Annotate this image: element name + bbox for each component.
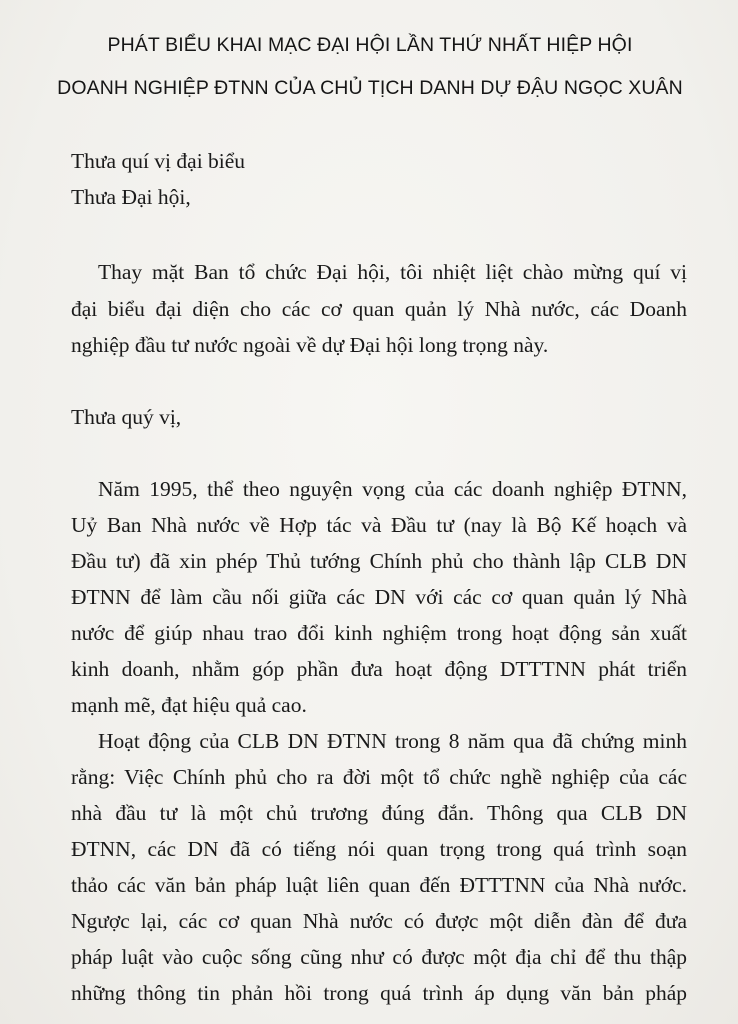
greeting-ladies-gentlemen: Thưa quý vị,	[71, 405, 182, 429]
paragraph-2-line: ĐTNN để làm cầu nối giữa các DN với các cơ quan quản lý Nhà	[71, 585, 687, 609]
paragraph-3-line: nhà đầu tư là một chủ trương đúng đắn. Thông qua CLB DN	[71, 801, 687, 825]
paragraph-3-line: Hoạt động của CLB DN ĐTNN trong 8 năm qua đã chứng minh	[98, 729, 687, 753]
paragraph-2-line: Uỷ Ban Nhà nước về Hợp tác và Đầu tư (nay là Bộ Kế hoạch và	[71, 513, 687, 537]
paragraph-3-line: pháp luật vào cuộc sống cũng như có được một địa chỉ để thu thập	[71, 945, 687, 969]
paragraph-2-line: kinh doanh, nhằm góp phần đưa hoạt động DTTTNN phát triển	[71, 657, 687, 681]
paragraph-3-line: Ngược lại, các cơ quan Nhà nước có được một diễn đàn để đưa	[71, 909, 687, 933]
title-line-1: PHÁT BIỂU KHAI MẠC ĐẠI HỘI LẦN THỨ NHẤT HIỆP HỘI	[107, 34, 633, 56]
paragraph-1-line: đại biểu đại diện cho các cơ quan quản lý Nhà nước, các Doanh	[71, 297, 687, 321]
paragraph-2-line: mạnh mẽ, đạt hiệu quả cao.	[71, 693, 307, 717]
paragraph-3-line: những thông tin phản hồi trong quá trình áp dụng văn bản pháp	[71, 981, 687, 1005]
title-line-2: DOANH NGHIỆP ĐTNN CỦA CHỦ TỊCH DANH DỰ ĐẬU NGỌC XUÂN	[57, 77, 683, 99]
paragraph-1-line: nghiệp đầu tư nước ngoài về dự Đại hội long trọng này.	[71, 333, 549, 357]
paragraph-2-line: Năm 1995, thể theo nguyện vọng của các doanh nghiệp ĐTNN,	[98, 477, 687, 501]
paragraph-3-line: rằng: Việc Chính phủ cho ra đời một tổ chức nghề nghiệp của các	[71, 765, 687, 789]
greeting-delegates: Thưa quí vị đại biểu	[71, 149, 246, 173]
paragraph-3-line: ĐTNN, các DN đã có tiếng nói quan trọng trong quá trình soạn	[71, 837, 687, 861]
paragraph-2-line: Đầu tư) đã xin phép Thủ tướng Chính phủ cho thành lập CLB DN	[71, 549, 687, 573]
greeting-congress: Thưa Đại hội,	[71, 185, 191, 209]
paragraph-2-line: nước để giúp nhau trao đổi kinh nghiệm trong hoạt động sản xuất	[71, 621, 687, 645]
paragraph-1-line: Thay mặt Ban tổ chức Đại hội, tôi nhiệt liệt chào mừng quí vị	[98, 260, 687, 284]
paragraph-3-line: thảo các văn bản pháp luật liên quan đến ĐTTTNN của Nhà nước.	[71, 873, 687, 897]
